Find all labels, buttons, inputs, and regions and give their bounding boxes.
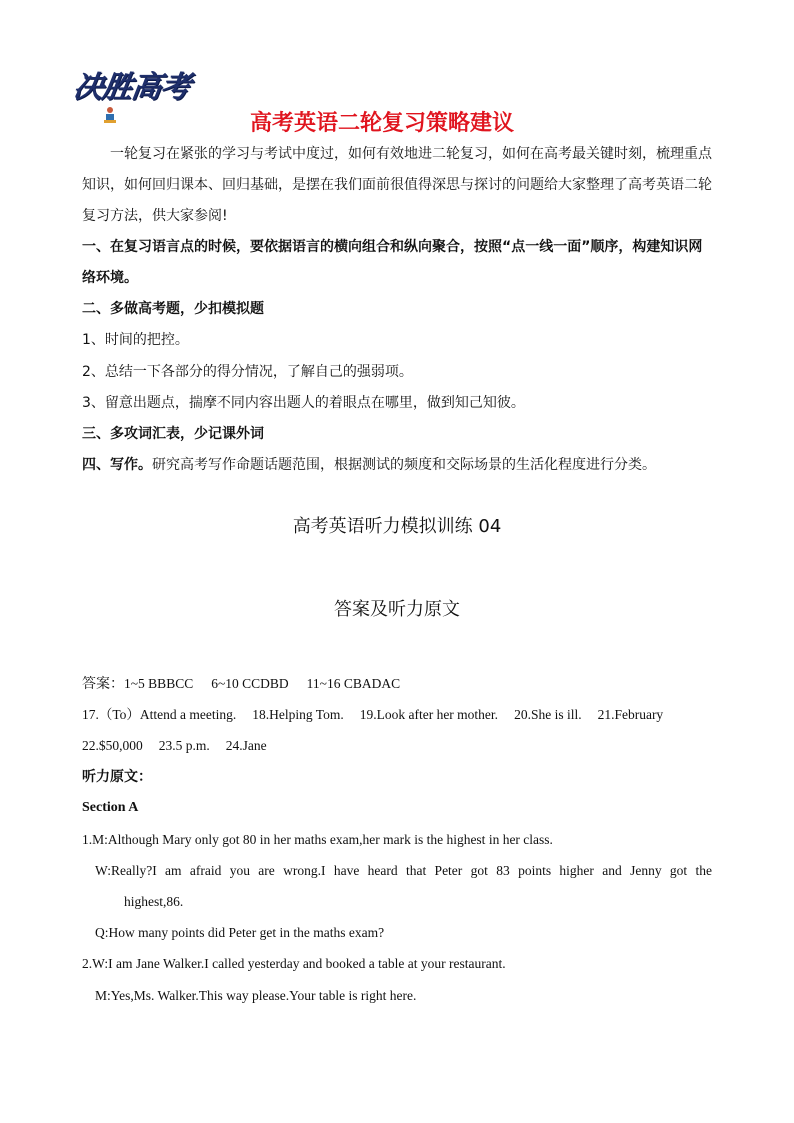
section-3-heading: 三、多攻词汇表，少记课外词 bbox=[82, 426, 264, 442]
intro-line-1: 一轮复习在紧张的学习与考试中度过，如何有效地进二轮复习，如何在高考最关键时刻，梳理重点 bbox=[110, 146, 712, 162]
intro-line-3: 复习方法，供大家参阅! bbox=[82, 208, 228, 224]
answers-line-2 bbox=[82, 705, 663, 725]
answers-label: 答案： bbox=[82, 676, 124, 692]
section-4 bbox=[82, 455, 656, 475]
answer-24: 24.Jane bbox=[225, 738, 267, 753]
exam-subtitle: 答案及听力原文 bbox=[334, 599, 460, 620]
student-reading-icon bbox=[104, 106, 116, 126]
answer-23: 23.5 p.m. bbox=[158, 738, 210, 753]
intro-line-2: 知识，如何回归课本、回归基础，是摆在我们面前很值得深思与探讨的问题给大家整理了高考英语二轮 bbox=[82, 177, 712, 193]
q1-man-line: 1.M:Although Mary only got 80 in her maths exam,her mark is the highest in her class. bbox=[82, 832, 553, 847]
section-4-heading: 四、写作。 bbox=[82, 457, 152, 473]
answers-group-1: 1~5 BBBCC bbox=[124, 676, 194, 691]
section-1-heading-cont: 络环境。 bbox=[82, 270, 138, 286]
answers-line-3 bbox=[82, 736, 267, 756]
section-a-heading: Section A bbox=[82, 800, 139, 815]
q1-woman-line-2: highest,86. bbox=[124, 894, 184, 909]
answers-line-1 bbox=[82, 674, 400, 694]
answer-17: 17.（To）Attend a meeting. bbox=[82, 707, 237, 722]
q1-question: Q:How many points did Peter get in the maths exam? bbox=[95, 925, 385, 940]
q2-man-line: M:Yes,Ms. Walker.This way please.Your table is right here. bbox=[95, 988, 417, 1003]
answers-group-2: 6~10 CCDBD bbox=[211, 676, 289, 691]
answer-18: 18.Helping Tom. bbox=[252, 707, 344, 722]
q1-woman-line-1: W:Really?I am afraid you are wrong.I have heard that Peter got 83 points higher and Jenny got the bbox=[95, 863, 712, 878]
answer-19: 19.Look after her mother. bbox=[359, 707, 499, 722]
section-2-item-3: 3、留意出题点，揣摩不同内容出题人的着眼点在哪里，做到知己知彼。 bbox=[82, 395, 525, 411]
exam-title: 高考英语听力模拟训练 04 bbox=[292, 516, 502, 537]
section-4-text: 研究高考写作命题话题范围，根据测试的频度和交际场景的生活化程度进行分类。 bbox=[152, 457, 656, 473]
answer-20: 20.She is ill. bbox=[514, 707, 582, 722]
logo-text: 决胜高考 bbox=[71, 70, 192, 105]
section-1-heading: 一、在复习语言点的时候，要依据语言的横向组合和纵向聚合，按照“点一线一面”顺序，构建知识网 bbox=[82, 239, 703, 255]
answers-group-3: 11~16 CBADAC bbox=[306, 676, 401, 691]
logo bbox=[72, 60, 192, 140]
page-title: 高考英语二轮复习策略建议 bbox=[250, 111, 515, 136]
answer-21: 21.February bbox=[597, 707, 664, 722]
section-2-heading: 二、多做高考题，少扣模拟题 bbox=[82, 301, 264, 317]
section-2-item-1: 1、时间的把控。 bbox=[82, 332, 189, 348]
q2-woman-line: 2.W:I am Jane Walker.I called yesterday and booked a table at your restaurant. bbox=[82, 956, 506, 971]
section-2-item-2: 2、总结一下各部分的得分情况，了解自己的强弱项。 bbox=[82, 364, 413, 380]
answer-22: 22.$50,000 bbox=[82, 738, 143, 753]
transcript-label: 听力原文： bbox=[82, 769, 152, 785]
